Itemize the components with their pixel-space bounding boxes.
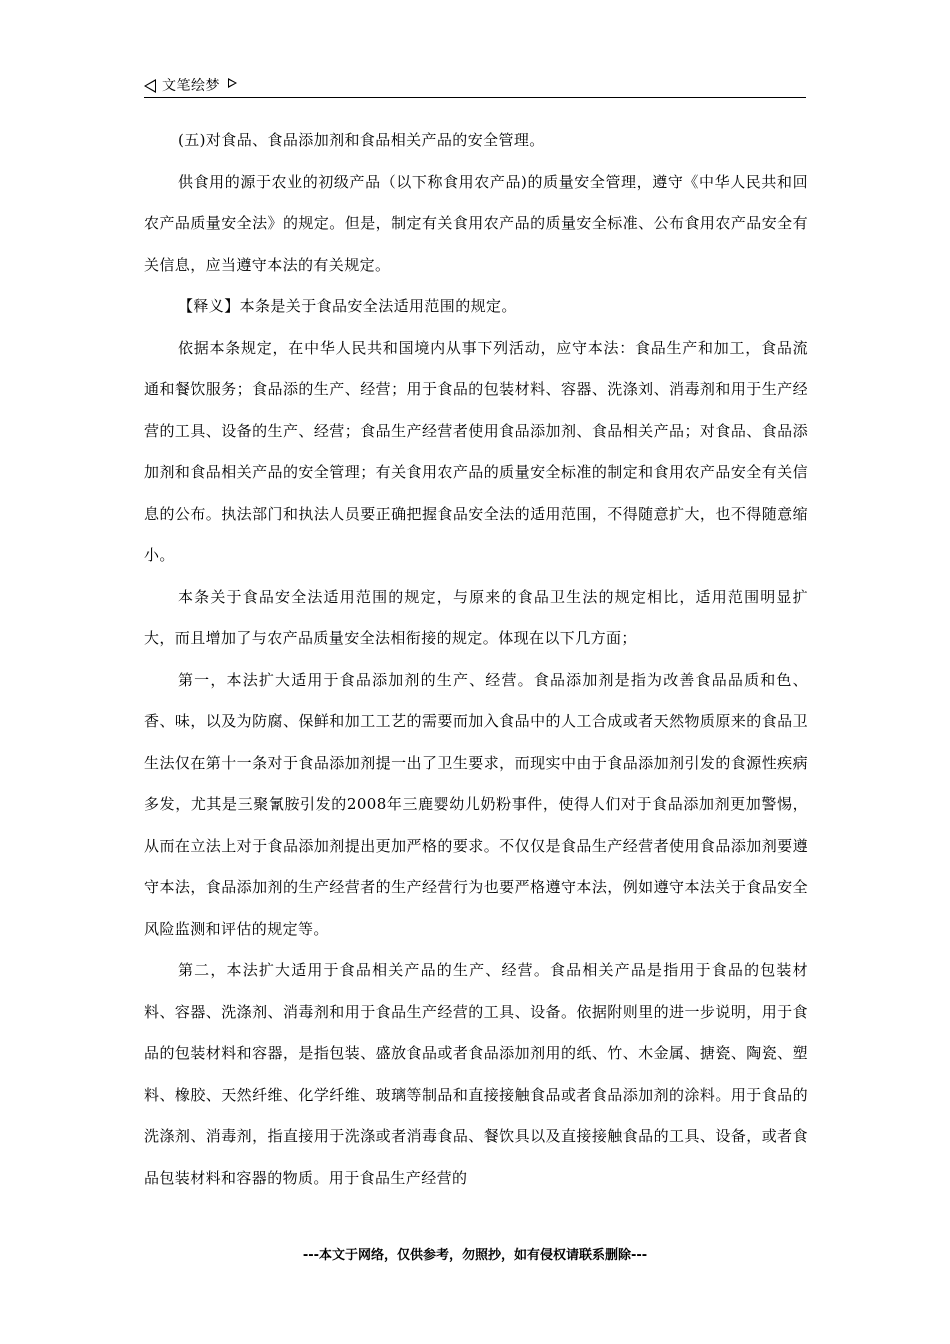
page-footer-disclaimer: ---本文于网络，仅供参考，勿照抄，如有侵权请联系删除---	[302, 1248, 648, 1263]
triangle-right-icon	[228, 78, 237, 88]
paragraph: 本条关于食品安全法适用范围的规定，与原来的食品卫生法的规定相比，适用范围明显扩大，而且增加了与农产品质量安全法相衔接的规定。体现在以下几方面；	[144, 587, 808, 647]
paragraph: 供食用的源于农业的初级产品（以下称食用农产品)的质量安全管理，遵守《中华人民共和回农产品质量安全法》的规定。但是，制定有关食用农产品的质量安全标准、公布食用农产品安全有关信息，应当遵守本法的有关规定。	[144, 172, 808, 274]
triangle-left-icon	[144, 79, 156, 93]
paragraph: 第一，本法扩大适用于食品添加剂的生产、经营。食品添加剂是指为改善食品品质和色、香、味，以及为防腐、保鲜和加工工艺的需要而加入食品中的人工合成或者天然物质原来的食品卫生法仅在第十一条对于食品添加剂提一出了卫生要求，而现实中由于食品添加剂引发的食源性疾病多发，尤其是三聚氰胺引发的2008年三鹿婴幼儿奶粉事件，使得人们对于食品添加剂更加警惕，从而在立法上对于食品添加剂提出更加严格的要求。不仅仅是食品生产经营者使用食品添加剂要遵守本法，食品添加剂的生产经营者的生产经营行为也要严格遵守本法，例如遵守本法关于食品安全风险监测和评估的规定等。	[144, 670, 808, 938]
paragraph: 第二，本法扩大适用于食品相关产品的生产、经营。食品相关产品是指用于食品的包装材料、容器、洗涤剂、消毒剂和用于食品生产经营的工具、设备。依据附则里的进一步说明，用于食品的包装材料和容器，是指包装、盛放食品或者食品添加剂用的纸、竹、木金属、搪瓷、陶瓷、塑料、橡胶、天然纤维、化学纤维、玻璃等制品和直接接触食品或者食品添加剂的涂料。用于食品的洗涤剂、消毒剂，指直接用于洗涤或者消毒食品、餐饮具以及直接接触食品的工具、设备，或者食品包装材料和容器的物质。用于食品生产经营的	[144, 961, 808, 1187]
document-body	[144, 120, 808, 1199]
page-header	[144, 76, 806, 96]
paragraph: 【释义】本条是关于食品安全法适用范围的规定。	[178, 297, 517, 315]
paragraph: 依据本条规定，在中华人民共和国境内从事下列活动，应守本法：食品生产和加工，食品流通和餐饮服务；食品添的生产、经营；用于食品的包装材料、容器、洗涤刘、消毒剂和用于生产经营的工具、设备的生产、经营；食品生产经营者使用食品添加剂、食品相关产品；对食品、食品添加剂和食品相关产品的安全管理；有关食用农产品的质量安全标准的制定和食用农产品安全有关信息的公布。执法部门和执法人员要正确把握食品安全法的适用范围，不得随意扩大，也不得随意缩小。	[144, 338, 808, 564]
paragraph: (五)对食品、食品添加剂和食品相关产品的安全管理。	[178, 131, 545, 149]
header-divider	[144, 97, 806, 98]
header-brand	[144, 76, 237, 96]
header-title: 文笔绘梦	[162, 78, 220, 94]
